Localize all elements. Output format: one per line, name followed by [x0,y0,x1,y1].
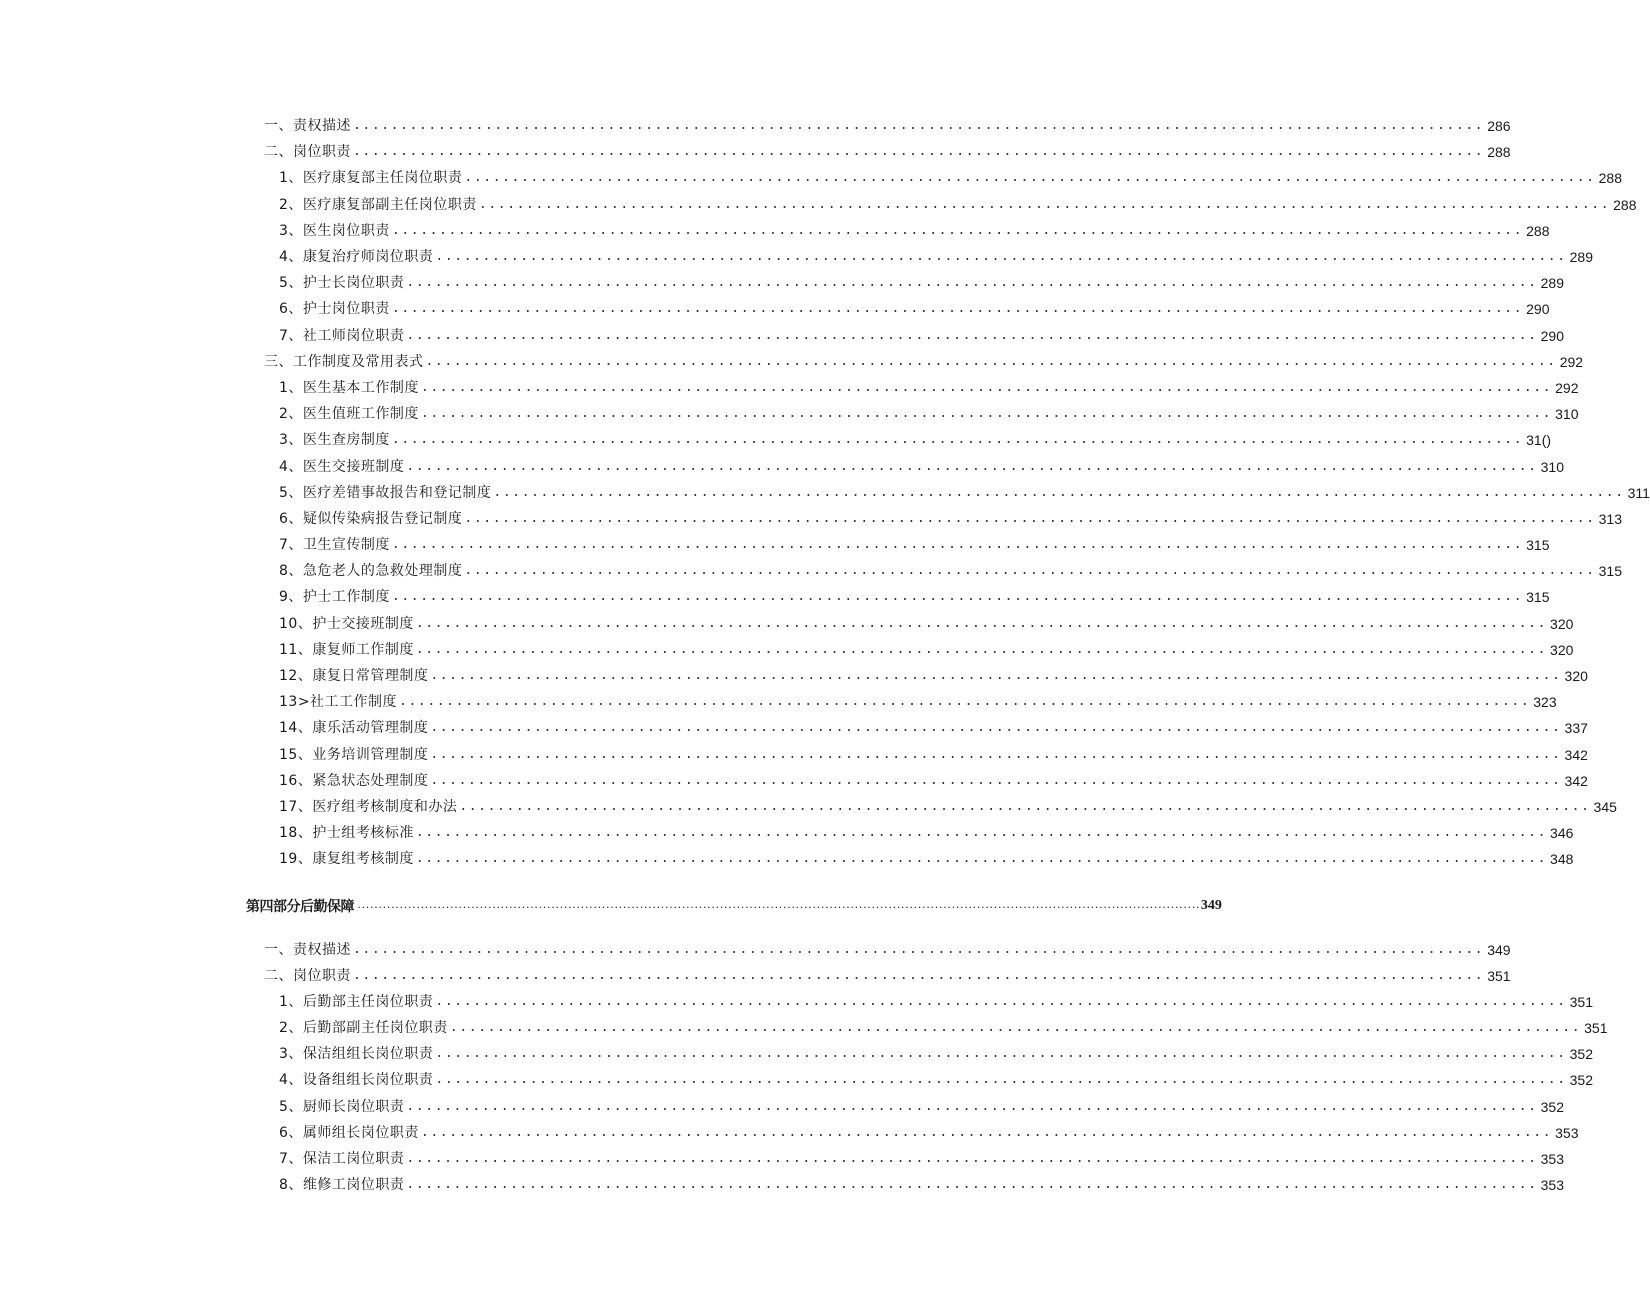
toc-entry-label: 4、康复治疗师岗位职责 [279,249,434,266]
toc-entry-label: 5、护士长岗位职责 [279,275,405,292]
toc-entry-page: 311 [1627,484,1650,501]
toc-entry[interactable] [0,963,1511,989]
toc-entry[interactable] [0,532,1550,558]
dot-leader: ........................................................................................................................ [406,458,1538,474]
toc-entry-page: 351 [1487,967,1511,984]
toc-entry[interactable] [0,113,1511,139]
dot-leader: ........................................................................................................................ [406,327,1538,343]
dot-leader: ........................................................................................................................ [406,1098,1538,1114]
toc-entry-label: 13>社工工作制度 [279,694,398,711]
dot-leader: ........................................................................................................................ [353,967,1485,983]
toc-entry-label: 5、医疗差错事故报告和登记制度 [279,484,492,501]
toc-entry[interactable] [0,244,1593,270]
toc-entry-label: 4、设备组组长岗位职责 [279,1072,434,1089]
toc-entry[interactable] [0,1094,1564,1120]
toc-entry-page: 286 [1487,118,1511,135]
dot-leader: ........................................................................................................................ [435,249,1567,265]
dot-leader: ........................................................................................................................ [435,993,1567,1009]
toc-entry[interactable] [0,375,1579,401]
toc-entry-page: 323 [1533,694,1557,711]
toc-entry-page: 310 [1540,458,1564,475]
toc-entry-label: 三、工作制度及常用表式 [264,353,424,370]
toc-section-logistics [0,936,1608,1198]
dot-leader: ........................................................................................................................ [391,432,1524,448]
toc-entry-label: 19、康复组考核制度 [279,851,414,868]
toc-entry-label: 7、保洁工岗位职责 [279,1151,405,1168]
toc-entry[interactable] [0,637,1574,663]
dot-leader: ........................................................................................................................ [406,275,1538,291]
dot-leader: ........................................................................................................................ [353,144,1485,160]
toc-entry[interactable] [0,989,1593,1015]
toc-entry-page: 292 [1559,353,1584,370]
toc-entry-label: 6、护士岗位职责 [279,301,390,318]
toc-entry[interactable] [0,768,1588,794]
toc-entry-label: 5、厨师长岗位职责 [279,1098,405,1115]
toc-entry-page: 288 [1526,222,1550,239]
dot-leader: ........................................................................................................................ [391,222,1524,238]
toc-entry-label: 二、岗位职责 [264,967,351,984]
dot-leader: ........................................................................................................................ [415,641,1548,657]
toc-entry[interactable] [0,192,1637,218]
dot-leader: ........................................................................................................................ [406,1151,1538,1167]
part-heading-page: 349 [1200,898,1222,914]
toc-entry[interactable] [0,323,1564,349]
toc-entry-label: 10、护士交接班制度 [279,615,414,632]
toc-entry-page: 342 [1564,746,1588,763]
toc-entry[interactable] [0,742,1588,768]
dot-leader: ........................................................................................................................ [478,196,1611,212]
toc-entry-label: 11、康复师工作制度 [279,641,414,658]
dot-leader: ........................................................................................................................ [430,772,1562,788]
table-of-contents [0,113,1650,1198]
toc-entry-page: 320 [1550,615,1574,632]
dot-leader: ........................................................................................................................ [415,825,1548,841]
toc-entry-page: 310 [1555,406,1579,423]
toc-entry-page: 31() [1526,432,1552,449]
toc-entry-label: 8、急危老人的急救处理制度 [279,563,463,580]
toc-entry-label: 16、紧急状态处理制度 [279,772,429,789]
dot-leader: ........................................................................................................................ [415,851,1548,867]
toc-entry[interactable] [0,1067,1593,1093]
toc-entry[interactable] [0,296,1550,322]
toc-entry[interactable] [0,480,1650,506]
toc-entry-label: 二、岗位职责 [264,144,351,161]
dot-leader: ........................................................................................................................ [435,1046,1567,1062]
toc-entry-label: 6、属师组长岗位职责 [279,1124,419,1141]
toc-entry-page: 337 [1564,720,1588,737]
dot-leader: ........................................................................................................................ [391,589,1524,605]
toc-entry[interactable] [0,401,1579,427]
toc-entry-label: 2、医疗康复部副主任岗位职责 [279,196,477,213]
dot-leader: ........................................................................................................................ [420,1124,1553,1140]
toc-entry[interactable] [0,689,1557,715]
toc-entry-page: 346 [1550,825,1574,842]
dot-leader: ........................................................................................................................ [430,746,1562,762]
toc-part-heading[interactable] [0,884,1222,928]
toc-entry[interactable] [0,846,1574,872]
dot-leader: ........................................................................................................................ [464,170,1596,186]
toc-entry-label: 1、医生基本工作制度 [279,379,419,396]
dot-leader: ........................................................................................................................ [406,1177,1538,1193]
toc-entry[interactable] [0,1172,1564,1198]
toc-entry-page: 353 [1555,1124,1579,1141]
toc-entry-page: 315 [1526,589,1550,606]
toc-entry-page: 288 [1613,196,1637,213]
dot-leader: ........................................................................................................................ [459,798,1591,814]
toc-entry-label: 6、疑似传染病报告登记制度 [279,510,463,527]
toc-entry-page: 290 [1540,327,1564,344]
toc-entry-label: 4、医生交接班制度 [279,458,405,475]
toc-entry-label: 3、医生岗位职责 [279,222,390,239]
toc-entry[interactable] [0,165,1622,191]
dot-leader: ........................................................................................................................ [493,484,1625,500]
toc-entry-page: 288 [1487,144,1511,161]
toc-entry-label: 8、维修工岗位职责 [279,1177,405,1194]
toc-entry-page: 348 [1550,851,1574,868]
toc-entry[interactable] [0,1120,1579,1146]
dot-leader: ........................................................................................................................................................................................................ [357,902,1200,911]
toc-entry-label: 15、业务培训管理制度 [279,746,429,763]
toc-entry[interactable] [0,1041,1593,1067]
dot-leader: ........................................................................................................................ [420,379,1553,395]
toc-entry-page: 315 [1598,563,1622,580]
toc-entry-label: 7、社工师岗位职责 [279,327,405,344]
dot-leader: ........................................................................................................................ [464,563,1596,579]
toc-entry[interactable] [0,349,1584,375]
dot-leader: ........................................................................................................................ [430,720,1562,736]
toc-entry-label: 3、保洁组组长岗位职责 [279,1046,434,1063]
toc-entry-label: 12、康复日常管理制度 [279,668,429,685]
dot-leader: ........................................................................................................................ [353,118,1485,134]
toc-entry-page: 353 [1540,1177,1564,1194]
toc-entry[interactable] [0,715,1588,741]
toc-entry[interactable] [0,794,1617,820]
toc-entry[interactable] [0,270,1564,296]
dot-leader: ........................................................................................................................ [391,537,1524,553]
toc-entry-page: 352 [1540,1098,1564,1115]
toc-entry-page: 320 [1550,641,1574,658]
toc-entry-label: 17、医疗组考核制度和办法 [279,798,458,815]
toc-entry[interactable] [0,139,1511,165]
toc-entry-page: 352 [1569,1072,1593,1089]
toc-entry[interactable] [0,506,1622,532]
toc-entry-label: 7、卫生宣传制度 [279,537,390,554]
dot-leader: ........................................................................................................................ [425,353,1557,369]
toc-entry[interactable] [0,820,1574,846]
toc-entry-page: 342 [1564,772,1588,789]
toc-entry-page: 349 [1487,941,1511,958]
toc-entry-page: 313 [1598,510,1622,527]
dot-leader: ........................................................................................................................ [430,668,1562,684]
toc-entry[interactable] [0,558,1622,584]
dot-leader: ........................................................................................................................ [449,1020,1582,1036]
toc-entry-label: 1、医疗康复部主任岗位职责 [279,170,463,187]
toc-entry-page: 320 [1564,668,1588,685]
toc-entry[interactable] [0,453,1564,479]
toc-entry-page: 315 [1526,537,1550,554]
toc-entry-page: 288 [1598,170,1622,187]
dot-leader: ........................................................................................................................ [391,301,1524,317]
toc-entry-page: 353 [1540,1151,1564,1168]
toc-entry[interactable] [0,218,1550,244]
toc-entry-label: 2、后勤部副主任岗位职责 [279,1020,448,1037]
part-heading-label: 第四部分后勤保障 [246,899,354,916]
toc-entry-label: 1、后勤部主任岗位职责 [279,993,434,1010]
toc-entry[interactable] [0,427,1552,453]
toc-entry-label: 9、护士工作制度 [279,589,390,606]
toc-entry-page: 289 [1569,249,1593,266]
toc-entry-label: 一、责权描述 [264,941,351,958]
toc-entry-page: 352 [1569,1046,1593,1063]
toc-entry-label: 14、康乐活动管理制度 [279,720,429,737]
dot-leader: ........................................................................................................................ [435,1072,1567,1088]
dot-leader: ........................................................................................................................ [399,694,1531,710]
dot-leader: ........................................................................................................................ [464,510,1596,526]
toc-section-medical-rehab [0,113,1650,872]
toc-entry[interactable] [0,663,1588,689]
toc-entry[interactable] [0,584,1550,610]
toc-entry-label: 3、医生查房制度 [279,432,390,449]
dot-leader: ........................................................................................................................ [420,406,1553,422]
toc-entry-label: 2、医生值班工作制度 [279,406,419,423]
toc-entry-label: 18、护士组考核标准 [279,825,414,842]
toc-entry-page: 351 [1584,1020,1608,1037]
toc-entry-page: 289 [1540,275,1564,292]
toc-entry-page: 345 [1593,798,1617,815]
toc-entry[interactable] [0,1146,1564,1172]
toc-entry[interactable] [0,1015,1608,1041]
dot-leader: ........................................................................................................................ [353,941,1485,957]
dot-leader: ........................................................................................................................ [415,615,1548,631]
toc-entry-label: 一、责权描述 [264,118,351,135]
toc-entry-page: 292 [1555,379,1579,396]
toc-entry[interactable] [0,611,1574,637]
toc-entry-page: 290 [1526,301,1550,318]
toc-entry-page: 351 [1569,993,1593,1010]
toc-entry[interactable] [0,936,1511,962]
